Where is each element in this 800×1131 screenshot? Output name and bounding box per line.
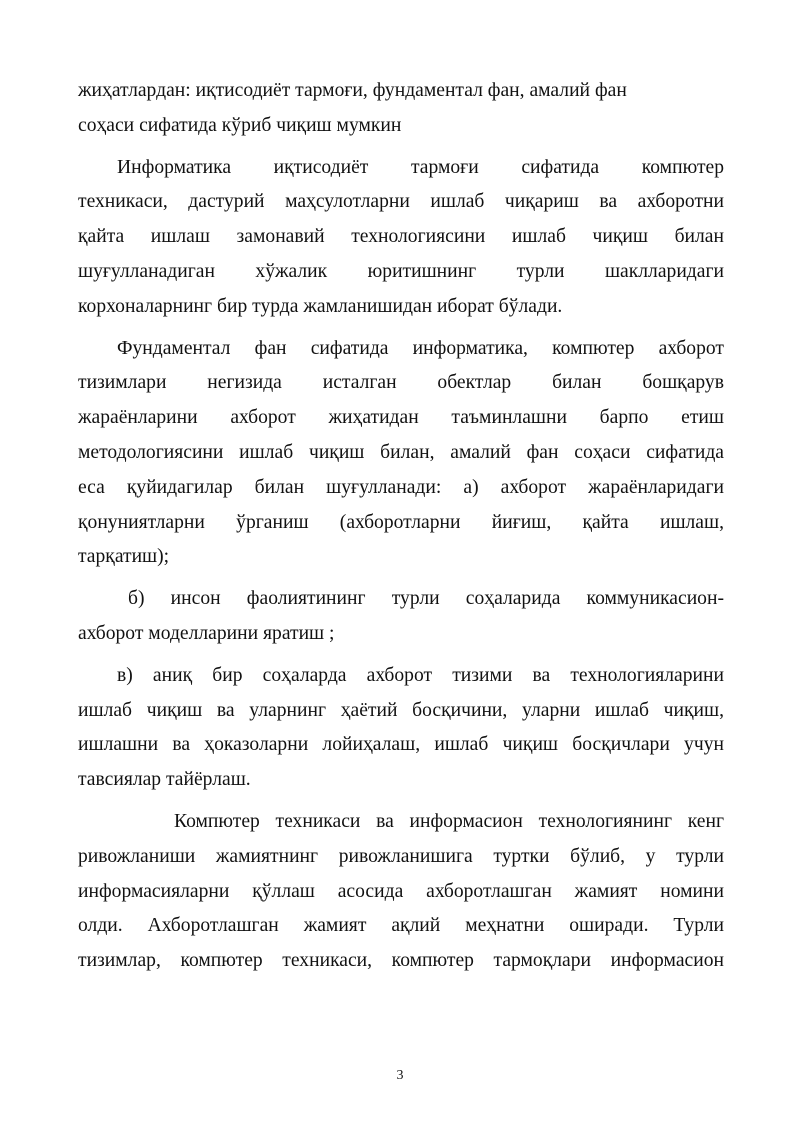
- list-item-b: б) инсон фаолиятининг турли соҳаларида коммуникасион-: [128, 588, 724, 610]
- text-line: методологиясини ишлаб чиқиш билан, амалий фан соҳаси сифатида: [78, 441, 724, 463]
- text-line: Компютер техникаси ва информасион технологиянинг кенг: [174, 810, 724, 832]
- text-line: тизимлар, компютер техникаси, компютер тармоқлари информасион: [78, 950, 724, 972]
- text-line: соҳаси сифатида кўриб чиқиш мумкин: [78, 114, 402, 136]
- text-line: ишлаб чиқиш ва уларнинг ҳаётий босқичини, уларни ишлаб чиқиш,: [78, 699, 724, 721]
- text-line: шуғулланадиган хўжалик юритишнинг турли шаклларидаги: [78, 260, 724, 282]
- text-line: ривожланиши жамиятнинг ривожланишига туртки бўлиб, у турли: [78, 845, 724, 867]
- text-line: жиҳатлардан: иқтисодиёт тармоғи, фундаментал фан, амалий фан: [78, 80, 627, 101]
- text-line: қайта ишлаш замонавий технологиясини ишлаб чиқиш билан: [78, 226, 724, 248]
- text-line: қонуниятларни ўрганиш (ахборотларни йиғиш, қайта ишлаш,: [78, 511, 724, 533]
- text-line: информасияларни қўллаш асосида ахборотлашган жамият номини: [78, 880, 724, 902]
- text-line: ишлашни ва ҳоказоларни лойиҳалаш, ишлаб чиқиш босқичлари учун: [78, 734, 724, 756]
- text-line: корхоналарнинг бир турда жамланишидан иборат бўлади.: [78, 295, 563, 317]
- text-line: Информатика иқтисодиёт тармоғи сифатида компютер: [117, 156, 724, 178]
- text-line: техникаси, дастурий маҳсулотларни ишлаб чиқариш ва ахборотни: [78, 191, 724, 213]
- text-line: тавсиялар тайёрлаш.: [78, 769, 251, 791]
- text-line: Фундаментал фан сифатида информатика, компютер ахборот: [117, 337, 724, 359]
- page-number: 3: [396, 1068, 404, 1083]
- text-line: еса қуйидагилар билан шуғулланади: а) ахборот жараёнларидаги: [78, 476, 724, 498]
- list-item-v: в) аниқ бир соҳаларда ахборот тизими ва технологияларини: [117, 664, 724, 686]
- text-line: олди. Ахборотлашган жамият ақлий меҳнатни оширади. Турли: [78, 915, 724, 937]
- text-line: жараёнларини ахборот жиҳатидан таъминлашни барпо етиш: [78, 407, 724, 429]
- text-line: тарқатиш);: [78, 546, 170, 568]
- text-line: ахборот моделларини яратиш ;: [78, 622, 335, 644]
- text-line: тизимлари негизида исталган обектлар билан бошқарув: [78, 372, 724, 394]
- body-text: [78, 74, 724, 979]
